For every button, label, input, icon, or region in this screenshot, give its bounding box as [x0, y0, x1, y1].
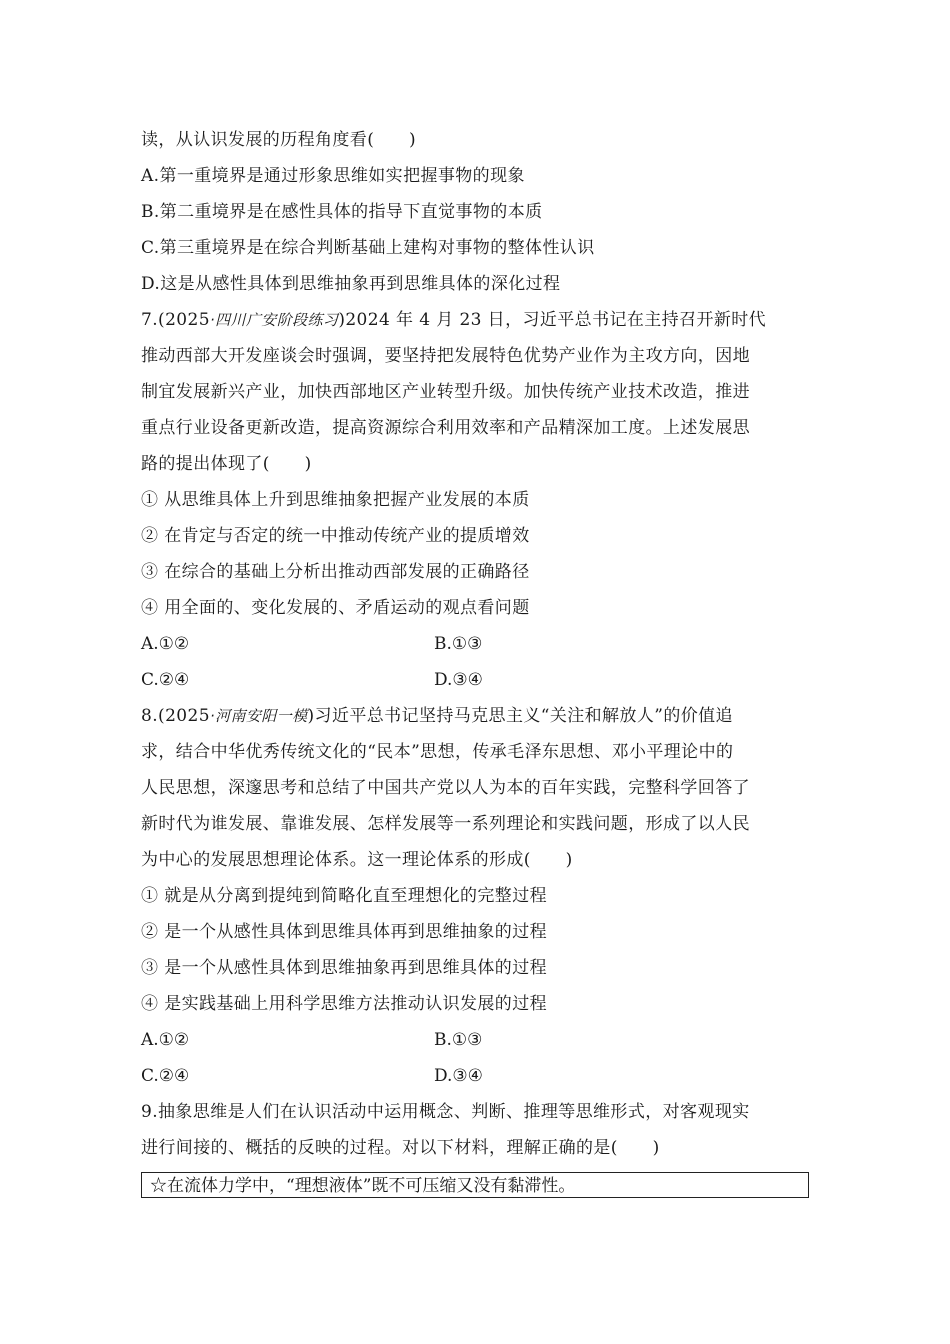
q9-stem-line-1: 9.抽象思维是人们在认识活动中运用概念、判断、推理等思维形式，对客观现实: [141, 1102, 750, 1122]
q7-choice-d: D.③④: [434, 670, 483, 690]
q9-stem-line-2: 进行间接的、概括的反映的过程。对以下材料，理解正确的是( ): [141, 1138, 660, 1158]
q7-stem-line-5: 路的提出体现了( ): [141, 454, 312, 474]
q8-choice-c: C.②④: [141, 1066, 190, 1086]
q6-option-d: D.这是从感性具体到思维抽象再到思维具体的深化过程: [141, 274, 561, 294]
q7-choices-row-1: [141, 626, 811, 662]
q8-year: 2025: [165, 706, 210, 726]
q8-stem-line-3: 人民思想，深邃思考和总结了中国共产党以人为本的百年实践，完整科学回答了: [141, 778, 750, 798]
q8-stem-line-4: 新时代为谁发展、靠谁发展、怎样发展等一系列理论和实践问题，形成了以人民: [141, 814, 750, 834]
q8-choices-row-2: [141, 1058, 811, 1094]
q9-material-box: ☆在流体力学中，“理想液体”既不可压缩又没有黏滞性。: [141, 1172, 809, 1198]
q8-choice-d: D.③④: [434, 1066, 483, 1086]
q7-statement-3: ③ 在综合的基础上分析出推动西部发展的正确路径: [141, 562, 530, 582]
q8-choice-b: B.①③: [434, 1030, 483, 1050]
q6-option-b: B.第二重境界是在感性具体的指导下直觉事物的本质: [141, 202, 543, 222]
q7-statement-1: ① 从思维具体上升到思维抽象把握产业发展的本质: [141, 490, 530, 510]
q7-year: 2025: [165, 310, 210, 330]
q6-stem-tail: 读，从认识发展的历程角度看( ): [141, 130, 417, 150]
q6-option-c: C.第三重境界是在综合判断基础上建构对事物的整体性认识: [141, 238, 595, 258]
q7-stem-line-2: 推动西部大开发座谈会时强调，要坚持把发展特色优势产业作为主攻方向，因地: [141, 346, 750, 366]
q8-stem-line-5: 为中心的发展思想理论体系。这一理论体系的形成( ): [141, 850, 573, 870]
q7-choice-b: B.①③: [434, 634, 483, 654]
q8-stem-line-1: [141, 698, 811, 734]
q7-stem-line-4: 重点行业设备更新改造，提高资源综合利用效率和产品精深加工度。上述发展思: [141, 418, 750, 438]
exam-page: [141, 122, 811, 1198]
q7-choice-c: C.②④: [141, 670, 190, 690]
q7-statement-2: ② 在肯定与否定的统一中推动传统产业的提质增效: [141, 526, 530, 546]
q7-source: ·四川广安阶段练习: [209, 311, 339, 329]
q8-stem-text-1: )习近平总书记坚持马克思主义“关注和解放人”的价值追: [307, 706, 733, 726]
q8-statement-2: ② 是一个从感性具体到思维具体再到思维抽象的过程: [141, 922, 548, 942]
q8-source: ·河南安阳一模: [209, 707, 308, 725]
q8-choice-a: A.①②: [141, 1030, 190, 1050]
q6-option-a: A.第一重境界是通过形象思维如实把握事物的现象: [141, 166, 525, 186]
q8-statement-1: ① 就是从分离到提纯到简略化直至理想化的完整过程: [141, 886, 548, 906]
q8-stem-line-2: 求，结合中华优秀传统文化的“民本”思想，传承毛泽东思想、邓小平理论中的: [141, 742, 734, 762]
q7-choice-a: A.①②: [141, 634, 190, 654]
q7-stem-line-3: 制宜发展新兴产业，加快西部地区产业转型升级。加快传统产业技术改造，推进: [141, 382, 750, 402]
q7-number: 7.(: [141, 310, 166, 330]
q7-statement-4: ④ 用全面的、变化发展的、矛盾运动的观点看问题: [141, 598, 530, 618]
q7-stem-line-1: [141, 302, 811, 338]
q8-choices-row-1: [141, 1022, 811, 1058]
q8-statement-4: ④ 是实践基础上用科学思维方法推动认识发展的过程: [141, 994, 548, 1014]
q7-stem-text-1: )2024 年 4 月 23 日，习近平总书记在主持召开新时代: [338, 310, 767, 330]
q8-number: 8.(: [141, 706, 166, 726]
q7-choices-row-2: [141, 662, 811, 698]
q8-statement-3: ③ 是一个从感性具体到思维抽象再到思维具体的过程: [141, 958, 548, 978]
